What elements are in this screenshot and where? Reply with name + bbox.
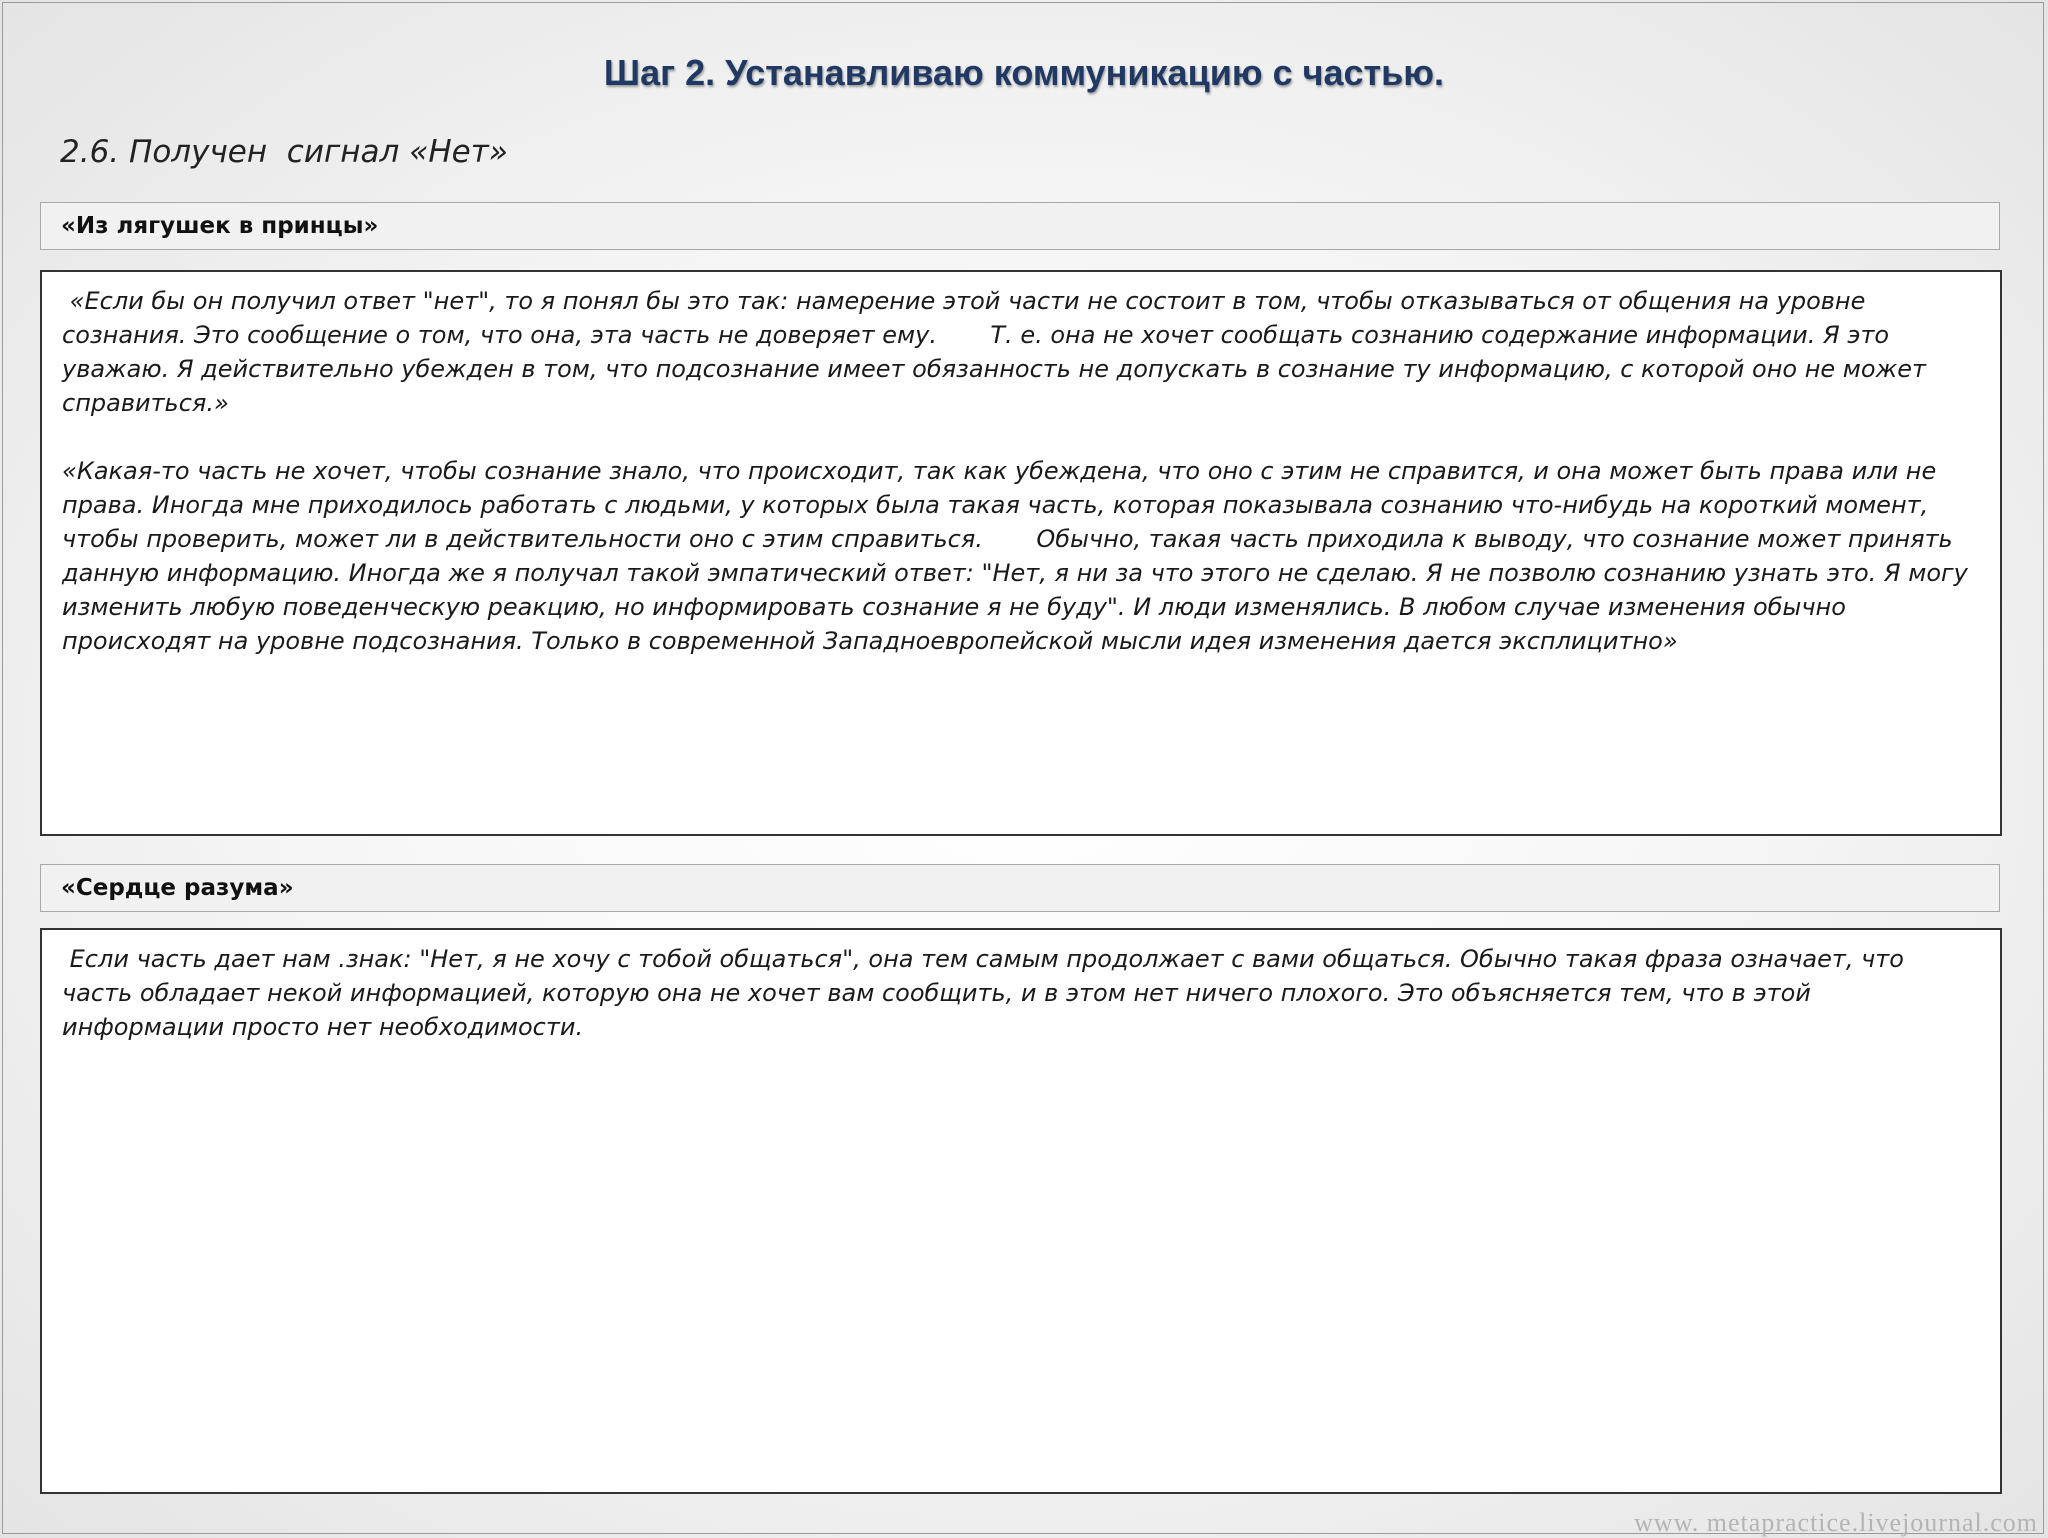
- quote-paragraph: «Если бы он получил ответ "нет", то я понял бы это так: намерение этой части не состоит в том, чтобы отказываться от общения на уровне сознания. Это сообщение о том, что она, эта часть не доверяет ему. Т. е. она не хочет сообщать сознанию содержание информации. Я это уважаю. Я действительно убежден в том, что подсознание имеет обязанность не допускать в сознание ту информацию, с которой оно не может справиться.»: [62, 287, 1934, 417]
- quote-box-heart-of-mind: [40, 928, 2002, 1494]
- watermark: www. metapractice.livejournal.com: [1634, 1508, 2038, 1537]
- quote-paragraph: Если часть дает нам .знак: "Нет, я не хочу с тобой общаться", она тем самым продолжает с вами общаться. Обычно такая фраза означает, что часть обладает некой информацией, которую она не хочет вам сообщить, и в этом нет ничего плохого. Это объясняется тем, что в этой информации просто нет необходимости.: [62, 945, 1912, 1041]
- quote-paragraph: «Какая-то часть не хочет, чтобы сознание знало, что происходит, так как убеждена, что оно с этим не справится, и она может быть права или не права. Иногда мне приходилось работать с людьми, у которых была такая часть, которая показывала сознанию что-нибудь на короткий момент, чтобы проверить, может ли в действительности оно с этим справиться. Обычно, такая часть приходила к выводу, что сознание может принять данную информацию. Иногда же я получал такой эмпатический ответ: "Нет, я ни за что этого не сделаю. Я не позволю сознанию узнать это. Я могу изменить любую поведенческую реакцию, но информировать сознание я не буду". И люди изменялись. В любом случае изменения обычно происходят на уровне подсознания. Только в современной Западноевропейской мысли идея изменения дается эксплицитно»: [62, 457, 1976, 655]
- section-header-heart-of-mind: «Сердце разума»: [40, 864, 2000, 912]
- slide-subtitle: 2.6. Получен сигнал «Нет»: [60, 134, 508, 170]
- section-header-frogs-to-princes: «Из лягушек в принцы»: [40, 202, 2000, 250]
- slide-title: Шаг 2. Устанавливаю коммуникацию с частью.: [603, 52, 1445, 93]
- quote-box-frogs-to-princes: [40, 270, 2002, 836]
